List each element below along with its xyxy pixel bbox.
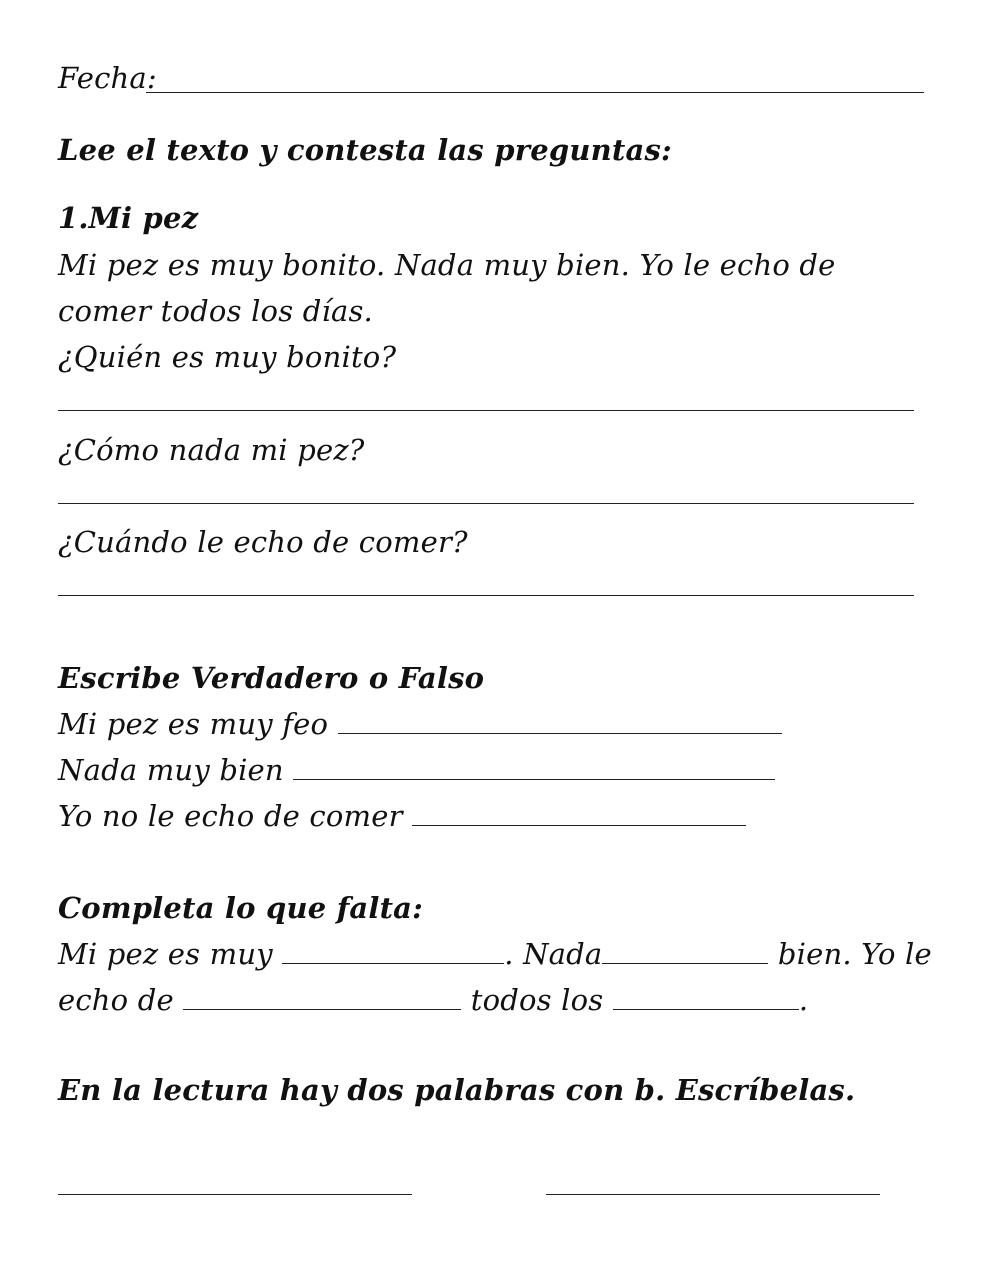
question-3-answer-line[interactable] <box>58 595 914 596</box>
complete-blank-4[interactable] <box>613 987 799 1010</box>
complete-blank-1[interactable] <box>282 941 504 964</box>
true-false-item-1 <box>58 706 782 742</box>
true-false-item-text: Yo no le echo de comer <box>58 799 403 833</box>
complete-text: Mi pez es muy <box>58 937 273 971</box>
b-word-answer-line-1[interactable] <box>58 1194 412 1195</box>
complete-blank-2[interactable] <box>602 941 768 964</box>
complete-line-1 <box>58 936 932 972</box>
question-2-answer-line[interactable] <box>58 503 914 504</box>
true-false-item-text: Mi pez es muy feo <box>58 707 329 741</box>
complete-line-2 <box>58 982 808 1018</box>
true-false-answer-line[interactable] <box>293 757 775 780</box>
true-false-item-3 <box>58 798 746 834</box>
complete-text: bien. Yo le <box>768 937 932 971</box>
complete-text: todos los <box>470 983 604 1017</box>
complete-text: echo de <box>58 983 174 1017</box>
date-answer-line[interactable] <box>146 92 924 93</box>
true-false-item-2 <box>58 752 775 788</box>
question-2: ¿Cómo nada mi pez? <box>58 433 365 467</box>
reading-text-line-1: Mi pez es muy bonito. Nada muy bien. Yo le echo de <box>58 248 836 282</box>
instruction-heading: Lee el texto y contesta las preguntas: <box>58 133 672 167</box>
b-words-heading: En la lectura hay dos palabras con b. Escríbelas. <box>58 1073 856 1107</box>
true-false-item-text: Nada muy bien <box>58 753 284 787</box>
true-false-heading: Escribe Verdadero o Falso <box>58 661 485 695</box>
question-1-answer-line[interactable] <box>58 410 914 411</box>
question-3: ¿Cuándo le echo de comer? <box>58 525 468 559</box>
complete-text: . Nada <box>504 937 603 971</box>
complete-blank-3[interactable] <box>183 987 461 1010</box>
reading-title: 1.Mi pez <box>58 201 199 235</box>
true-false-answer-line[interactable] <box>412 803 746 826</box>
b-word-answer-line-2[interactable] <box>546 1194 880 1195</box>
true-false-answer-line[interactable] <box>338 711 782 734</box>
date-label: Fecha: <box>58 61 157 95</box>
question-1: ¿Quién es muy bonito? <box>58 340 397 374</box>
complete-text: . <box>798 983 809 1017</box>
complete-heading: Completa lo que falta: <box>58 891 424 925</box>
reading-text-line-2: comer todos los días. <box>58 294 373 328</box>
